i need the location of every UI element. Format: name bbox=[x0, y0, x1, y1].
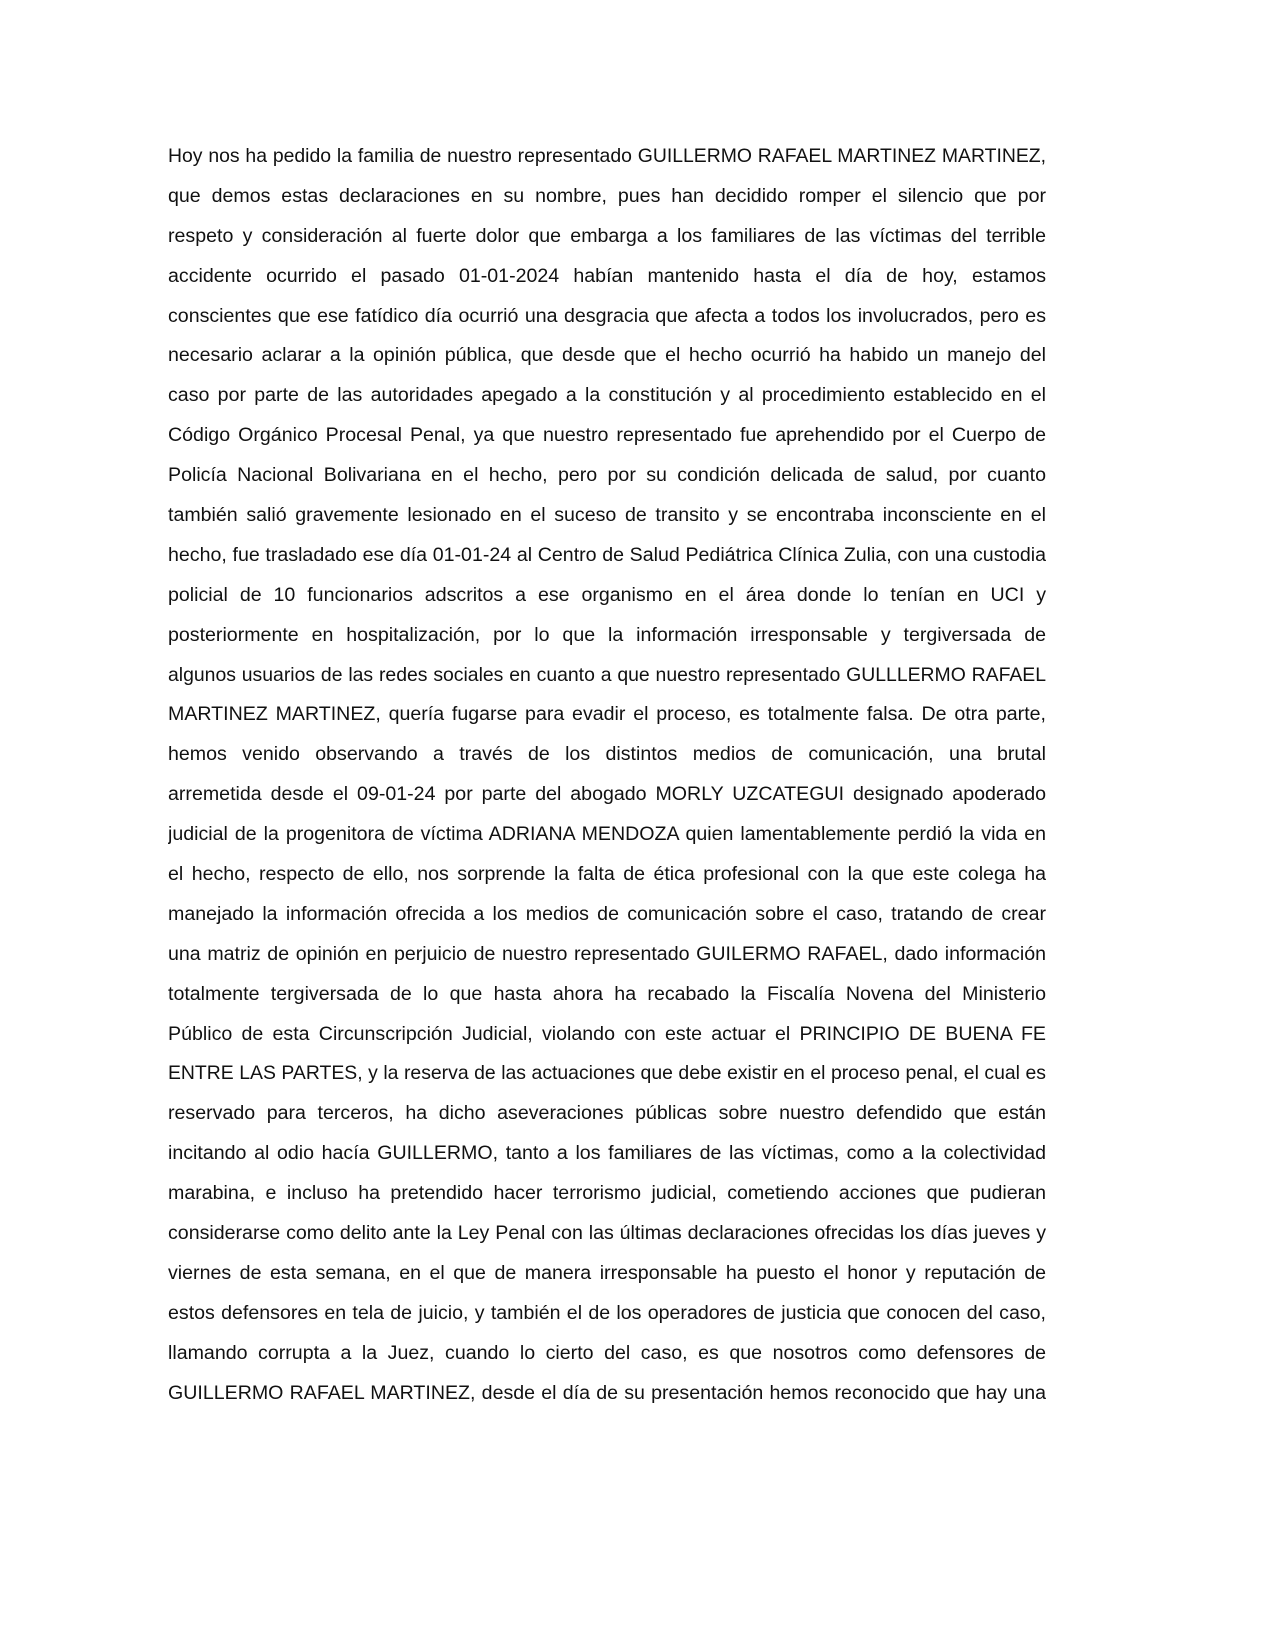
text-line: llamando corrupta a la Juez, cuando lo cierto del caso, es que nosotros como defensores de bbox=[168, 1341, 1046, 1364]
text-line: reservado para terceros, ha dicho aseveraciones públicas sobre nuestro defendido que están bbox=[168, 1102, 1046, 1125]
text-line: GUILLERMO RAFAEL MARTINEZ, desde el día de su presentación hemos reconocido que hay una bbox=[168, 1381, 1046, 1404]
text-line: Público de esta Circunscripción Judicial, violando con este actuar el PRINCIPIO DE BUENA FE bbox=[168, 1022, 1046, 1045]
text-line: el hecho, respecto de ello, nos sorprende la falta de ética profesional con la que este colega ha bbox=[168, 863, 1046, 886]
text-line: totalmente tergiversada de lo que hasta ahora ha recabado la Fiscalía Novena del Ministerio bbox=[168, 982, 1046, 1005]
text-line: hecho, fue trasladado ese día 01-01-24 al Centro de Salud Pediátrica Clínica Zulia, con una custodia bbox=[168, 543, 1046, 566]
text-line: caso por parte de las autoridades apegado a la constitución y al procedimiento establecido en el bbox=[168, 384, 1046, 407]
text-line: considerarse como delito ante la Ley Penal con las últimas declaraciones ofrecidas los días jueves y bbox=[168, 1222, 1046, 1245]
text-line: conscientes que ese fatídico día ocurrió una desgracia que afecta a todos los involucrados, pero es bbox=[168, 304, 1046, 327]
text-line: policial de 10 funcionarios adscritos a ese organismo en el área donde lo tenían en UCI y bbox=[168, 583, 1046, 606]
text-line: arremetida desde el 09-01-24 por parte del abogado MORLY UZCATEGUI designado apoderado bbox=[168, 783, 1046, 806]
text-line: respeto y consideración al fuerte dolor que embarga a los familiares de las víctimas del terrible bbox=[168, 224, 1046, 247]
text-line: que demos estas declaraciones en su nombre, pues han decidido romper el silencio que por bbox=[168, 184, 1046, 207]
text-line: posteriormente en hospitalización, por lo que la información irresponsable y tergiversada de bbox=[168, 623, 1046, 646]
text-line: accidente ocurrido el pasado 01-01-2024 habían mantenido hasta el día de hoy, estamos bbox=[168, 264, 1046, 287]
text-line: algunos usuarios de las redes sociales en cuanto a que nuestro representado GULLLERMO RAFAEL bbox=[168, 663, 1046, 686]
text-line: una matriz de opinión en perjuicio de nuestro representado GUILERMO RAFAEL, dado información bbox=[168, 942, 1046, 965]
text-line: viernes de esta semana, en el que de manera irresponsable ha puesto el honor y reputación de bbox=[168, 1261, 1046, 1284]
text-line: Policía Nacional Bolivariana en el hecho, pero por su condición delicada de salud, por cuanto bbox=[168, 464, 1046, 487]
text-line: judicial de la progenitora de víctima ADRIANA MENDOZA quien lamentablemente perdió la vida en bbox=[168, 823, 1046, 846]
text-line: MARTINEZ MARTINEZ, quería fugarse para evadir el proceso, es totalmente falsa. De otra parte, bbox=[168, 703, 1046, 726]
text-line: marabina, e incluso ha pretendido hacer terrorismo judicial, cometiendo acciones que pudieran bbox=[168, 1182, 1046, 1205]
text-line: también salió gravemente lesionado en el suceso de transito y se encontraba inconsciente en el bbox=[168, 504, 1046, 527]
text-line: Hoy nos ha pedido la familia de nuestro representado GUILLERMO RAFAEL MARTINEZ MARTINEZ, bbox=[168, 145, 1046, 167]
text-line: hemos venido observando a través de los distintos medios de comunicación, una brutal bbox=[168, 743, 1046, 766]
text-line: necesario aclarar a la opinión pública, que desde que el hecho ocurrió ha habido un manejo del bbox=[168, 344, 1046, 367]
text-line: ENTRE LAS PARTES, y la reserva de las actuaciones que debe existir en el proceso penal, el cual es bbox=[168, 1062, 1046, 1085]
text-line: estos defensores en tela de juicio, y también el de los operadores de justicia que conocen del caso, bbox=[168, 1301, 1046, 1324]
text-line: manejado la información ofrecida a los medios de comunicación sobre el caso, tratando de crear bbox=[168, 902, 1046, 925]
text-line: Código Orgánico Procesal Penal, ya que nuestro representado fue aprehendido por el Cuerpo de bbox=[168, 424, 1046, 447]
text-line: incitando al odio hacía GUILLERMO, tanto a los familiares de las víctimas, como a la colectividad bbox=[168, 1142, 1046, 1165]
body-paragraph bbox=[168, 137, 1046, 1414]
